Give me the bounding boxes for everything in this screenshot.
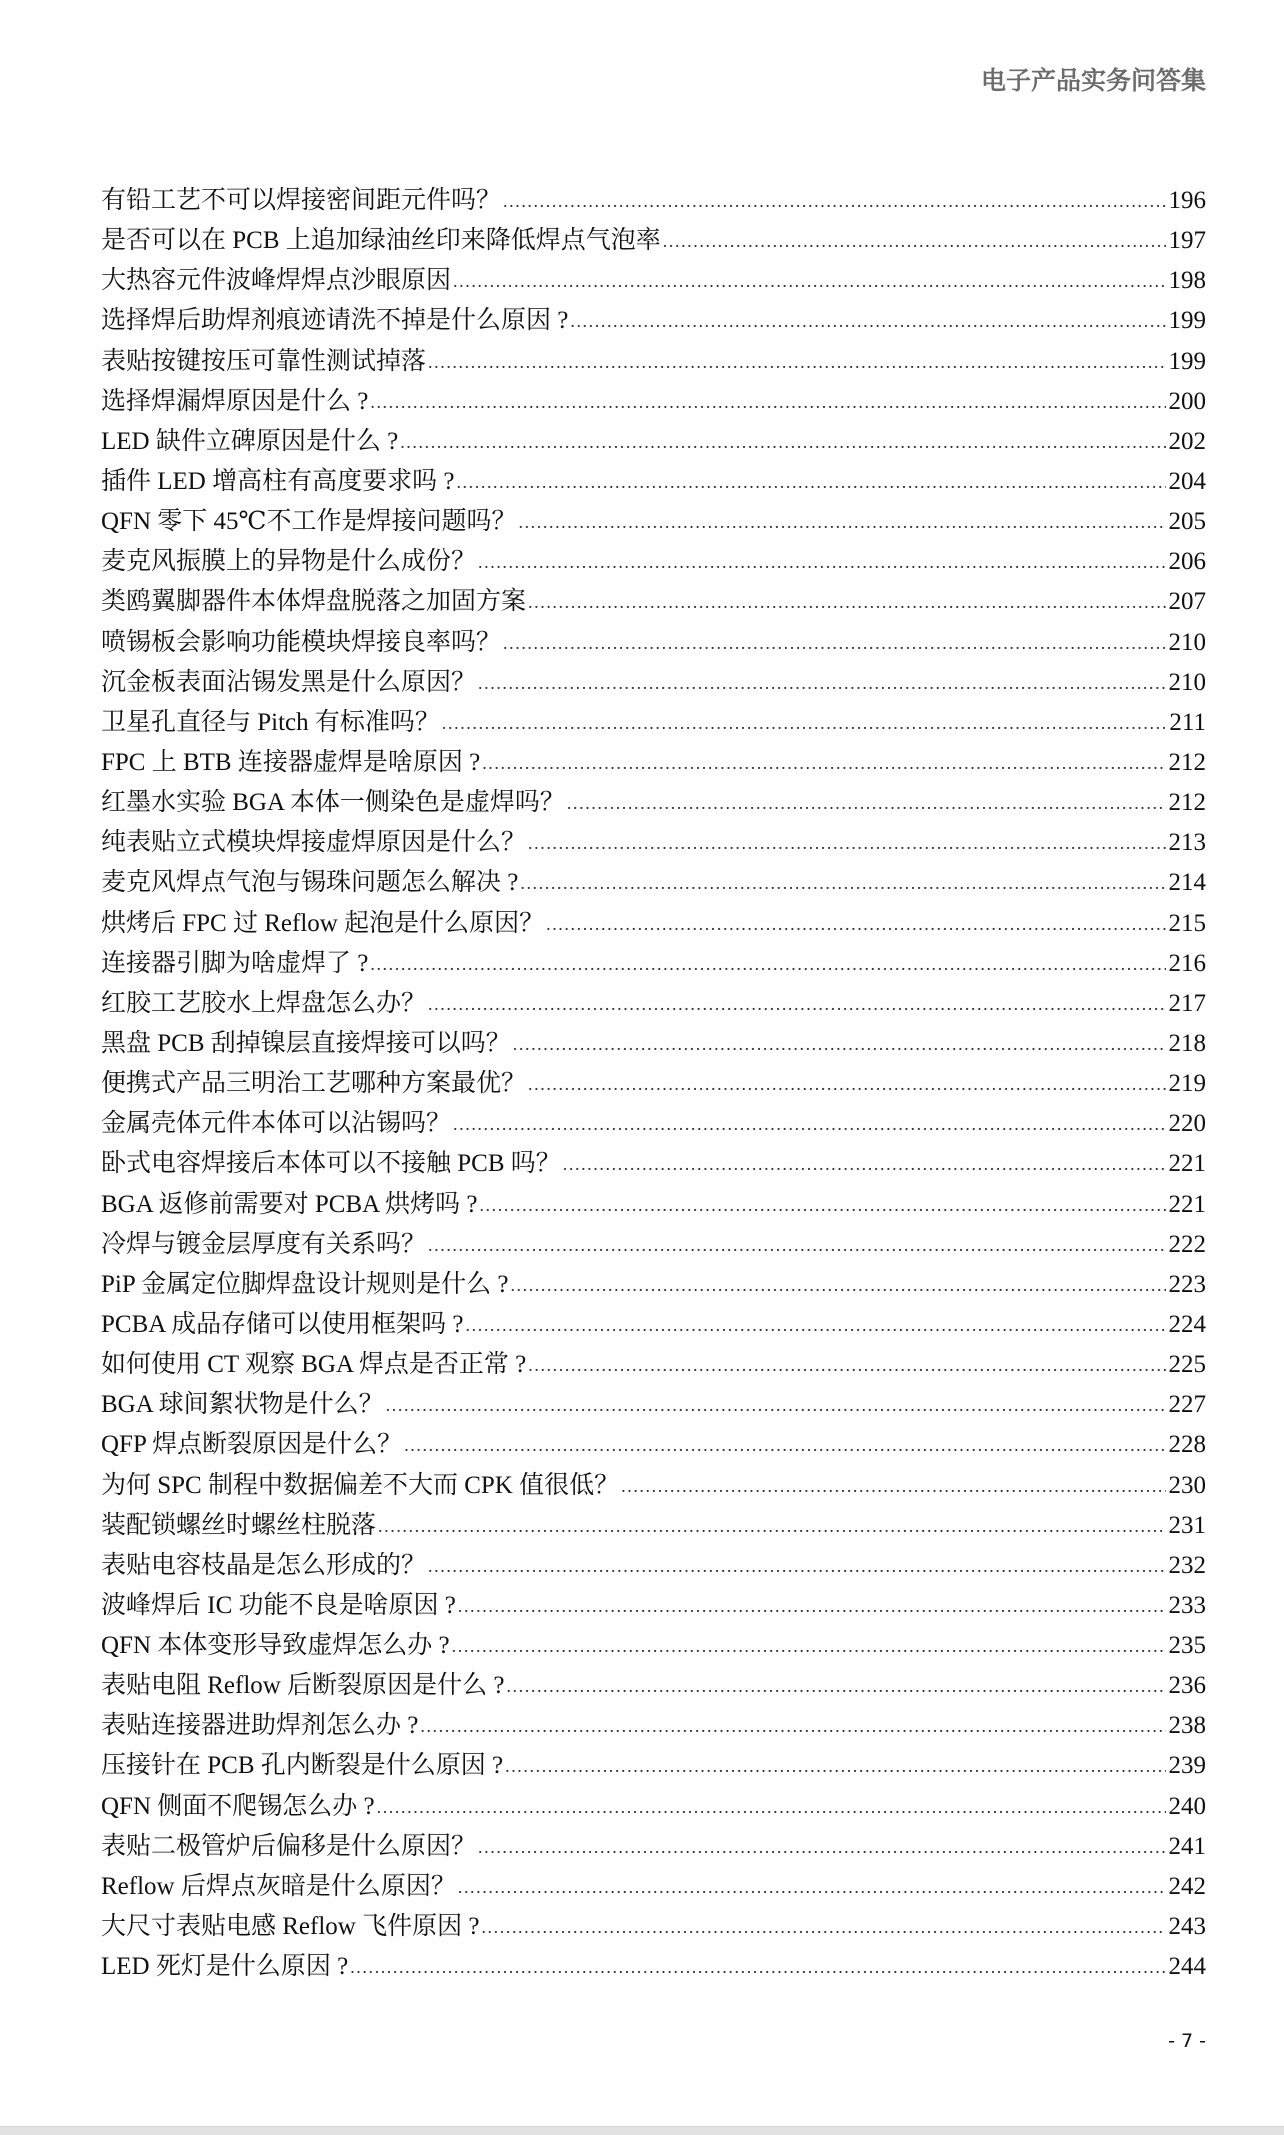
toc-entry-title: 如何使用 CT 观察 BGA 焊点是否正常 ? — [101, 1351, 527, 1379]
dot-leader — [567, 783, 1166, 823]
dot-leader — [400, 422, 1165, 462]
toc-entry[interactable] — [101, 1546, 1206, 1586]
toc-entry-title: 冷焊与镀金层厚度有关系吗？ — [101, 1230, 427, 1258]
toc-entry-title: LED 死灯是什么原因 ? — [101, 1953, 349, 1981]
dot-leader — [510, 1265, 1165, 1305]
toc-entry-title: 表贴按键按压可靠性测试掉落 — [101, 347, 427, 375]
toc-entry[interactable] — [101, 1466, 1206, 1506]
dot-leader — [377, 1787, 1166, 1827]
toc-entry[interactable] — [101, 301, 1206, 341]
toc-entry[interactable] — [101, 1746, 1206, 1786]
toc-entry-title: 卫星孔直径与 Pitch 有标准吗？ — [101, 708, 440, 736]
dot-leader — [452, 1626, 1166, 1666]
toc-entry[interactable] — [101, 1104, 1206, 1144]
toc-entry[interactable] — [101, 582, 1206, 622]
dot-leader — [458, 1867, 1166, 1907]
toc-entry[interactable] — [101, 623, 1206, 663]
toc-entry[interactable] — [101, 1265, 1206, 1305]
toc-entry-page: 224 — [1168, 1310, 1206, 1338]
toc-entry-page: 218 — [1168, 1029, 1206, 1057]
toc-entry[interactable] — [101, 1787, 1206, 1827]
dot-leader — [478, 542, 1165, 582]
dot-leader — [506, 1666, 1165, 1706]
toc-entry-page: 220 — [1168, 1110, 1206, 1138]
dot-leader — [528, 582, 1165, 622]
toc-entry-page: 222 — [1168, 1230, 1206, 1258]
toc-entry-title: 选择焊后助焊剂痕迹请洗不掉是什么原因 ? — [101, 307, 569, 335]
toc-entry-title: 便携式产品三明治工艺哪种方案最优？ — [101, 1070, 527, 1098]
dot-leader — [404, 1425, 1165, 1465]
toc-entry[interactable] — [101, 221, 1206, 261]
toc-entry-page: 199 — [1168, 307, 1206, 335]
toc-entry-page: 216 — [1168, 949, 1206, 977]
toc-entry-title: 大热容元件波峰焊焊点沙眼原因 — [101, 267, 452, 295]
toc-entry-title: 选择焊漏焊原因是什么 ? — [101, 387, 369, 415]
dot-leader — [520, 863, 1165, 903]
toc-entry[interactable] — [101, 944, 1206, 984]
toc-entry[interactable] — [101, 1626, 1206, 1666]
toc-entry-page: 232 — [1168, 1551, 1206, 1579]
toc-entry[interactable] — [101, 542, 1206, 582]
dot-leader — [386, 1385, 1166, 1425]
toc-entry-title: BGA 返修前需要对 PCBA 烘烤吗 ? — [101, 1190, 478, 1218]
toc-entry-page: 213 — [1168, 829, 1206, 857]
dot-leader — [621, 1466, 1165, 1506]
toc-entry-page: 227 — [1168, 1391, 1206, 1419]
toc-entry-title: 连接器引脚为啥虚焊了 ? — [101, 949, 369, 977]
toc-entry-title: 表贴电容枝晶是怎么形成的？ — [101, 1551, 427, 1579]
toc-entry-page: 210 — [1168, 628, 1206, 656]
running-header-book-title: 电子产品实务问答集 — [980, 66, 1206, 95]
toc-entry[interactable] — [101, 863, 1206, 903]
toc-entry[interactable] — [101, 1024, 1206, 1064]
toc-entry[interactable] — [101, 1947, 1206, 1987]
toc-entry[interactable] — [101, 422, 1206, 462]
toc-entry[interactable] — [101, 342, 1206, 382]
toc-entry[interactable] — [101, 1706, 1206, 1746]
dot-leader — [481, 1907, 1165, 1947]
toc-entry[interactable] — [101, 783, 1206, 823]
toc-entry[interactable] — [101, 1827, 1206, 1867]
dot-leader — [518, 502, 1165, 542]
toc-entry-page: 221 — [1168, 1190, 1206, 1218]
toc-entry[interactable] — [101, 904, 1206, 944]
toc-entry-page: 217 — [1168, 989, 1206, 1017]
dot-leader — [350, 1947, 1165, 1987]
toc-entry-page: 221 — [1168, 1150, 1206, 1178]
toc-entry[interactable] — [101, 1586, 1206, 1626]
toc-entry-page: 214 — [1168, 869, 1206, 897]
toc-entry-page: 212 — [1168, 748, 1206, 776]
table-of-contents — [101, 181, 1206, 1987]
toc-entry-title: 纯表贴立式模块焊接虚焊原因是什么？ — [101, 829, 527, 857]
toc-entry[interactable] — [101, 1345, 1206, 1385]
dot-leader — [370, 944, 1165, 984]
toc-entry-title: BGA 球间絮状物是什么？ — [101, 1391, 384, 1419]
toc-entry-title: Reflow 后焊点灰暗是什么原因？ — [101, 1872, 456, 1900]
dot-leader — [546, 904, 1165, 944]
dot-leader — [478, 1827, 1165, 1867]
dot-leader — [570, 301, 1165, 341]
toc-entry-page: 197 — [1168, 227, 1206, 255]
toc-entry[interactable] — [101, 1506, 1206, 1546]
toc-entry-page: 210 — [1168, 668, 1206, 696]
toc-entry-title: 类鸥翼脚器件本体焊盘脱落之加固方案 — [101, 588, 527, 616]
dot-leader — [458, 1586, 1166, 1626]
toc-entry[interactable] — [101, 502, 1206, 542]
toc-entry-page: 206 — [1168, 548, 1206, 576]
toc-entry[interactable] — [101, 743, 1206, 783]
toc-entry[interactable] — [101, 1385, 1206, 1425]
dot-leader — [370, 382, 1165, 422]
toc-entry[interactable] — [101, 1305, 1206, 1345]
toc-entry-page: 211 — [1169, 708, 1206, 736]
toc-entry-title: 表贴二极管炉后偏移是什么原因？ — [101, 1832, 477, 1860]
toc-entry[interactable] — [101, 1225, 1206, 1265]
dot-leader — [456, 462, 1165, 502]
dot-leader — [428, 984, 1165, 1024]
toc-entry[interactable] — [101, 1425, 1206, 1465]
toc-entry-title: 表贴连接器进助焊剂怎么办 ? — [101, 1712, 419, 1740]
toc-entry-title: QFP 焊点断裂原因是什么？ — [101, 1431, 403, 1459]
toc-entry-page: 205 — [1168, 508, 1206, 536]
dot-leader — [453, 1104, 1165, 1144]
dot-leader — [428, 342, 1165, 382]
toc-entry-page: 225 — [1168, 1351, 1206, 1379]
toc-entry-title: 波峰焊后 IC 功能不良是啥原因 ? — [101, 1591, 456, 1619]
toc-entry-page: 240 — [1168, 1792, 1206, 1820]
toc-entry-title: 有铅工艺不可以焊接密间距元件吗？ — [101, 187, 502, 214]
toc-entry[interactable] — [101, 1064, 1206, 1104]
dot-leader — [663, 221, 1166, 261]
dot-leader — [513, 1024, 1166, 1064]
toc-entry[interactable] — [101, 1185, 1206, 1225]
toc-entry-page: 236 — [1168, 1672, 1206, 1700]
toc-entry-page: 244 — [1168, 1953, 1206, 1981]
toc-entry[interactable] — [101, 1144, 1206, 1184]
dot-leader — [528, 1064, 1165, 1104]
toc-entry-page: 207 — [1168, 588, 1206, 616]
toc-entry[interactable] — [101, 823, 1206, 863]
dot-leader — [505, 1746, 1165, 1786]
toc-entry-page: 223 — [1168, 1270, 1206, 1298]
dot-leader — [503, 181, 1165, 221]
toc-entry-page: 199 — [1168, 347, 1206, 375]
toc-entry-title: 为何 SPC 制程中数据偏差不大而 CPK 值很低？ — [101, 1471, 620, 1499]
toc-entry-title: 表贴电阻 Reflow 后断裂原因是什么 ? — [101, 1672, 505, 1700]
toc-entry[interactable] — [101, 181, 1206, 221]
toc-entry-title: FPC 上 BTB 连接器虚焊是啥原因 ? — [101, 748, 481, 776]
dot-leader — [453, 261, 1165, 301]
toc-entry[interactable] — [101, 703, 1206, 743]
toc-entry-title: 沉金板表面沾锡发黑是什么原因？ — [101, 668, 477, 696]
dot-leader — [420, 1706, 1165, 1746]
toc-entry-page: 243 — [1168, 1913, 1206, 1941]
toc-entry-page: 228 — [1168, 1431, 1206, 1459]
page-number: - 7 - — [1168, 2030, 1206, 2052]
toc-entry-title: 大尺寸表贴电感 Reflow 飞件原因 ? — [101, 1913, 480, 1941]
dot-leader — [428, 1225, 1165, 1265]
toc-entry-title: 麦克风振膜上的异物是什么成份？ — [101, 548, 477, 576]
toc-entry-title: 装配锁螺丝时螺丝柱脱落 — [101, 1511, 377, 1539]
toc-entry-page: 212 — [1168, 789, 1206, 817]
toc-entry[interactable] — [101, 984, 1206, 1024]
toc-entry-title: QFN 侧面不爬锡怎么办 ? — [101, 1792, 375, 1820]
dot-leader — [528, 1345, 1165, 1385]
toc-entry-page: 202 — [1168, 427, 1206, 455]
toc-entry-page: 196 — [1168, 187, 1206, 214]
dot-leader — [479, 1185, 1165, 1225]
toc-entry-title: QFN 本体变形导致虚焊怎么办 ? — [101, 1632, 450, 1660]
toc-entry[interactable] — [101, 462, 1206, 502]
toc-entry-title: 麦克风焊点气泡与锡珠问题怎么解决 ? — [101, 869, 519, 897]
toc-entry-title: 插件 LED 增高柱有高度要求吗 ? — [101, 467, 455, 495]
toc-entry-title: 是否可以在 PCB 上追加绿油丝印来降低焊点气泡率 — [101, 227, 661, 255]
toc-entry-page: 239 — [1168, 1752, 1206, 1780]
toc-entry-title: 红胶工艺胶水上焊盘怎么办？ — [101, 989, 427, 1017]
dot-leader — [482, 743, 1165, 783]
dot-leader — [466, 1305, 1166, 1345]
toc-entry-page: 231 — [1168, 1511, 1206, 1539]
dot-leader — [503, 623, 1165, 663]
toc-entry-title: 黑盘 PCB 刮掉镍层直接焊接可以吗？ — [101, 1029, 511, 1057]
toc-entry-title: 喷锡板会影响功能模块焊接良率吗？ — [101, 628, 502, 656]
toc-entry[interactable] — [101, 261, 1206, 301]
dot-leader — [563, 1144, 1166, 1184]
toc-entry-page: 204 — [1168, 467, 1206, 495]
toc-entry-page: 241 — [1168, 1832, 1206, 1860]
toc-entry-page: 233 — [1168, 1591, 1206, 1619]
toc-entry-page: 242 — [1168, 1872, 1206, 1900]
dot-leader — [442, 703, 1167, 743]
toc-entry-title: 红墨水实验 BGA 本体一侧染色是虚焊吗？ — [101, 789, 565, 817]
toc-entry-page: 230 — [1168, 1471, 1206, 1499]
toc-entry-title: PCBA 成品存储可以使用框架吗 ? — [101, 1310, 464, 1338]
toc-entry-title: LED 缺件立碑原因是什么 ? — [101, 427, 399, 455]
toc-entry-page: 219 — [1168, 1070, 1206, 1098]
toc-entry[interactable] — [101, 663, 1206, 703]
toc-entry-title: 压接针在 PCB 孔内断裂是什么原因 ? — [101, 1752, 504, 1780]
toc-entry-page: 238 — [1168, 1712, 1206, 1740]
toc-entry-page: 198 — [1168, 267, 1206, 295]
toc-entry-title: 卧式电容焊接后本体可以不接触 PCB 吗？ — [101, 1150, 561, 1178]
toc-entry-title: 金属壳体元件本体可以沾锡吗？ — [101, 1110, 452, 1138]
toc-entry-page: 235 — [1168, 1632, 1206, 1660]
toc-entry[interactable] — [101, 382, 1206, 422]
toc-entry[interactable] — [101, 1907, 1206, 1947]
dot-leader — [478, 663, 1165, 703]
dot-leader — [428, 1546, 1165, 1586]
toc-entry-title: 烘烤后 FPC 过 Reflow 起泡是什么原因？ — [101, 909, 545, 937]
toc-entry-title: PiP 金属定位脚焊盘设计规则是什么 ? — [101, 1270, 509, 1298]
toc-entry[interactable] — [101, 1666, 1206, 1706]
toc-entry-page: 215 — [1168, 909, 1206, 937]
toc-entry-title: QFN 零下 45℃不工作是焊接问题吗？ — [101, 508, 517, 536]
toc-entry-page: 200 — [1168, 387, 1206, 415]
dot-leader — [528, 823, 1165, 863]
dot-leader — [378, 1506, 1165, 1546]
toc-entry[interactable] — [101, 1867, 1206, 1907]
